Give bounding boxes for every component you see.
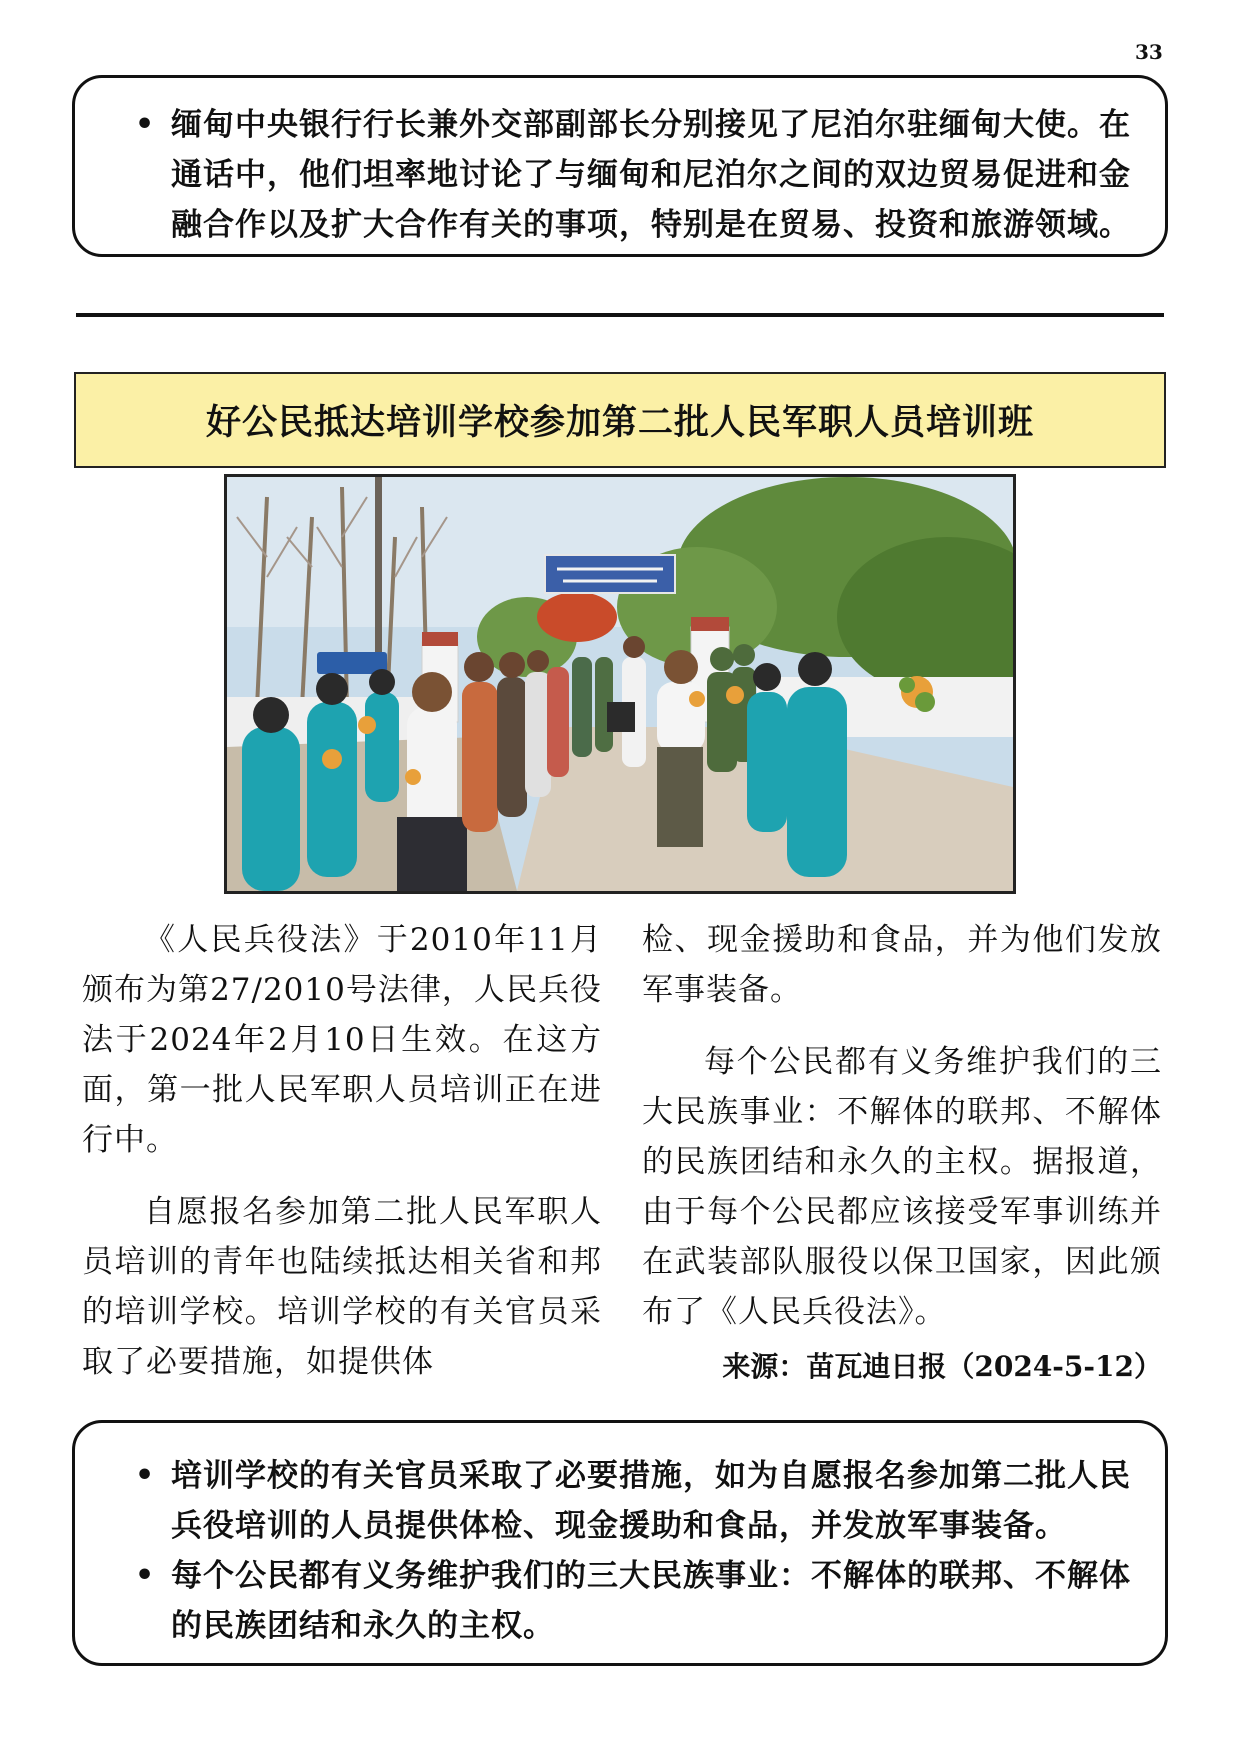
bullet-item: [113, 1551, 1137, 1651]
bullet-item: [113, 100, 1137, 250]
bullet-text: 每个公民都有义务维护我们的三大民族事业：不解体的联邦、不解体的民族团结和永久的主权。: [171, 1558, 1131, 1644]
article-column-right: [642, 915, 1162, 1337]
paragraph: 每个公民都有义务维护我们的三大民族事业：不解体的联邦、不解体的民族团结和永久的主权。据报道，由于每个公民都应该接受军事训练并在武装部队服役以保卫国家，因此颁布了《人民兵役法》。: [642, 1044, 1162, 1330]
source-citation: 来源：苗瓦迪日报（2024-5-12）: [722, 1350, 1162, 1383]
article-title: 好公民抵达培训学校参加第二批人民军职人员培训班: [74, 372, 1166, 468]
bullet-item: [113, 1451, 1137, 1551]
paragraph: 检、现金援助和食品，并为他们发放军事装备。: [642, 922, 1162, 1008]
bullet-icon: •: [135, 1458, 156, 1493]
paragraph: 《人民兵役法》于2010年11月颁布为第27/2010号法律，人民兵役法于2024年2月10日生效。在这方面，第一批人民军职人员培训正在进行中。: [82, 922, 602, 1158]
section-divider: [76, 313, 1164, 317]
bullet-text: 缅甸中央银行行长兼外交部副部长分别接见了尼泊尔驻缅甸大使。在通话中，他们坦率地讨论了与缅甸和尼泊尔之间的双边贸易促进和金融合作以及扩大合作有关的事项，特别是在贸易、投资和旅游领域。: [171, 107, 1131, 243]
article-photo: [224, 474, 1016, 894]
summary-box-bottom: [72, 1420, 1168, 1666]
summary-box-top: [72, 75, 1168, 257]
bullet-text: 培训学校的有关官员采取了必要措施，如为自愿报名参加第二批人民兵役培训的人员提供体检、现金援助和食品，并发放军事装备。: [171, 1458, 1131, 1544]
photo-illustration: [227, 477, 1013, 891]
page-number: 33: [1135, 40, 1163, 64]
bullet-icon: •: [135, 107, 156, 142]
paragraph: 自愿报名参加第二批人民军职人员培训的青年也陆续抵达相关省和邦的培训学校。培训学校的有关官员采取了必要措施，如提供体: [82, 1194, 602, 1380]
bullet-icon: •: [135, 1558, 156, 1593]
article-column-left: [82, 915, 602, 1387]
